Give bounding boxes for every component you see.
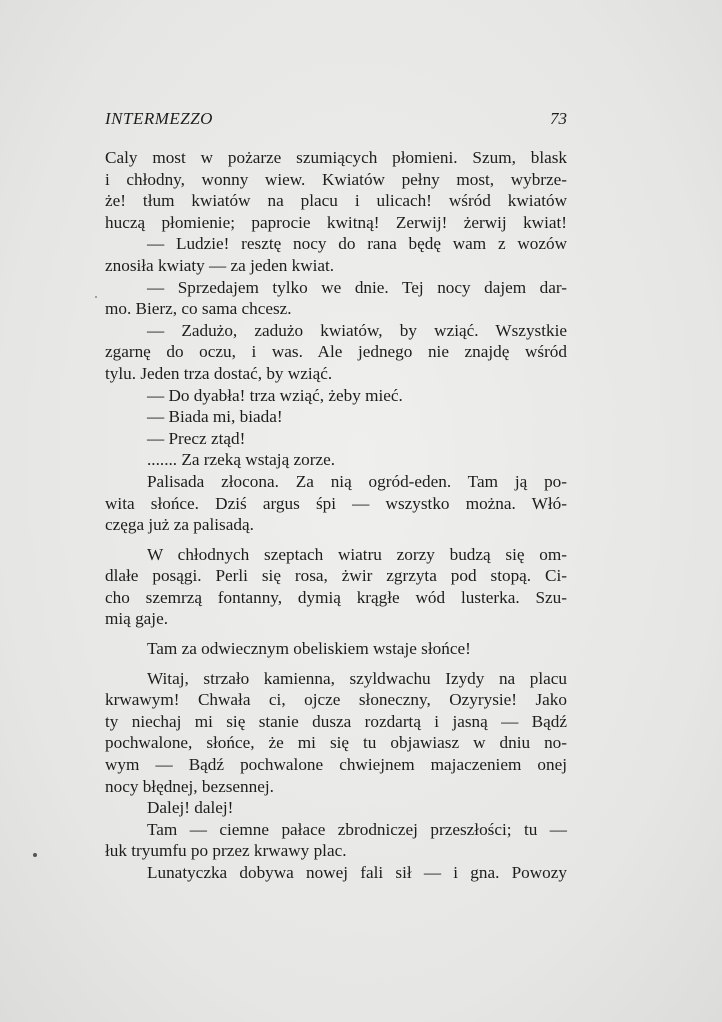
- text-line: tylu. Jeden trza dostać, by wziąć.: [105, 363, 333, 383]
- page-header: [105, 109, 567, 129]
- text-line: i chłodny, wonny wiew. Kwiatów pełny most, wybrze-: [105, 169, 567, 189]
- text-line: Tam — ciemne pałace zbrodniczej przeszłości; tu —: [147, 819, 567, 839]
- text-line: cho szemrzą fontanny, dymią krągłe wód lusterka. Szu-: [105, 587, 567, 607]
- text-line: W chłodnych szeptach wiatru zorzy budzą się om-: [147, 544, 567, 564]
- text-line: znosiła kwiaty — za jeden kwiat.: [105, 255, 335, 275]
- page-body: [105, 147, 567, 884]
- text-line: — Do dyabła! trza wziąć, żeby mieć.: [147, 385, 403, 405]
- text-line: częga już za palisadą.: [105, 515, 254, 535]
- text-line: dlałe posągi. Perli się rosa, żwir zgrzyta pod stopą. Ci-: [105, 566, 567, 586]
- text-line: mią gaje.: [105, 609, 168, 629]
- text-line: ....... Za rzeką wstają zorze.: [147, 450, 336, 470]
- text-line: wita słońce. Dziś argus śpi — wszystko można. Włó-: [105, 493, 567, 513]
- page-number: 73: [550, 109, 567, 128]
- text-line: pochwalone, słońce, że mi się tu objawiasz w dniu no-: [105, 733, 567, 753]
- paper-speck: [95, 296, 97, 298]
- text-line: — Precz ztąd!: [147, 428, 246, 448]
- text-line: Caly most w pożarze szumiących płomieni. Szum, blask: [105, 148, 567, 167]
- text-line: nocy błędnej, bezsennej.: [105, 776, 274, 796]
- paper-speck: [33, 853, 37, 857]
- text-line: Dalej! dalej!: [147, 798, 234, 818]
- text-line: — Sprzedajem tylko we dnie. Tej nocy dajem dar-: [147, 277, 567, 297]
- text-line: zgarnę do oczu, i was. Ale jednego nie znajdę wśród: [105, 342, 567, 362]
- text-line: — Ludzie! resztę nocy do rana będę wam z wozów: [147, 234, 567, 254]
- text-line: Palisada złocona. Za nią ogród-eden. Tam ją po-: [147, 471, 567, 491]
- text-line: mo. Bierz, co sama chcesz.: [105, 299, 292, 319]
- text-line: Lunatyczka dobywa nowej fali sił — i gna. Powozy: [147, 863, 567, 882]
- text-line: łuk tryumfu po przez krwawy plac.: [105, 841, 347, 861]
- text-line: — Biada mi, biada!: [147, 407, 283, 427]
- text-line: krwawym! Chwała ci, ojcze słoneczny, Ozyrysie! Jako: [105, 690, 567, 710]
- text-line: że! tłum kwiatów na placu i ulicach! wśród kwiatów: [105, 191, 567, 211]
- text-line: huczą płomienie; paprocie kwitną! Zerwij! żerwij kwiat!: [105, 212, 567, 232]
- text-line: Witaj, strzało kamienna, szyldwachu Izydy na placu: [147, 668, 567, 688]
- text-line: Tam za odwiecznym obeliskiem wstaje słońce!: [147, 639, 471, 659]
- text-line: — Zadużo, zadużo kwiatów, by wziąć. Wszystkie: [147, 320, 567, 340]
- text-line: ty niechaj mi się stanie dusza rozdartą i jasną — Bądź: [105, 711, 567, 731]
- running-title: INTERMEZZO: [105, 109, 213, 128]
- text-line: wym — Bądź pochwalone chwiejnem majaczeniem onej: [105, 755, 567, 775]
